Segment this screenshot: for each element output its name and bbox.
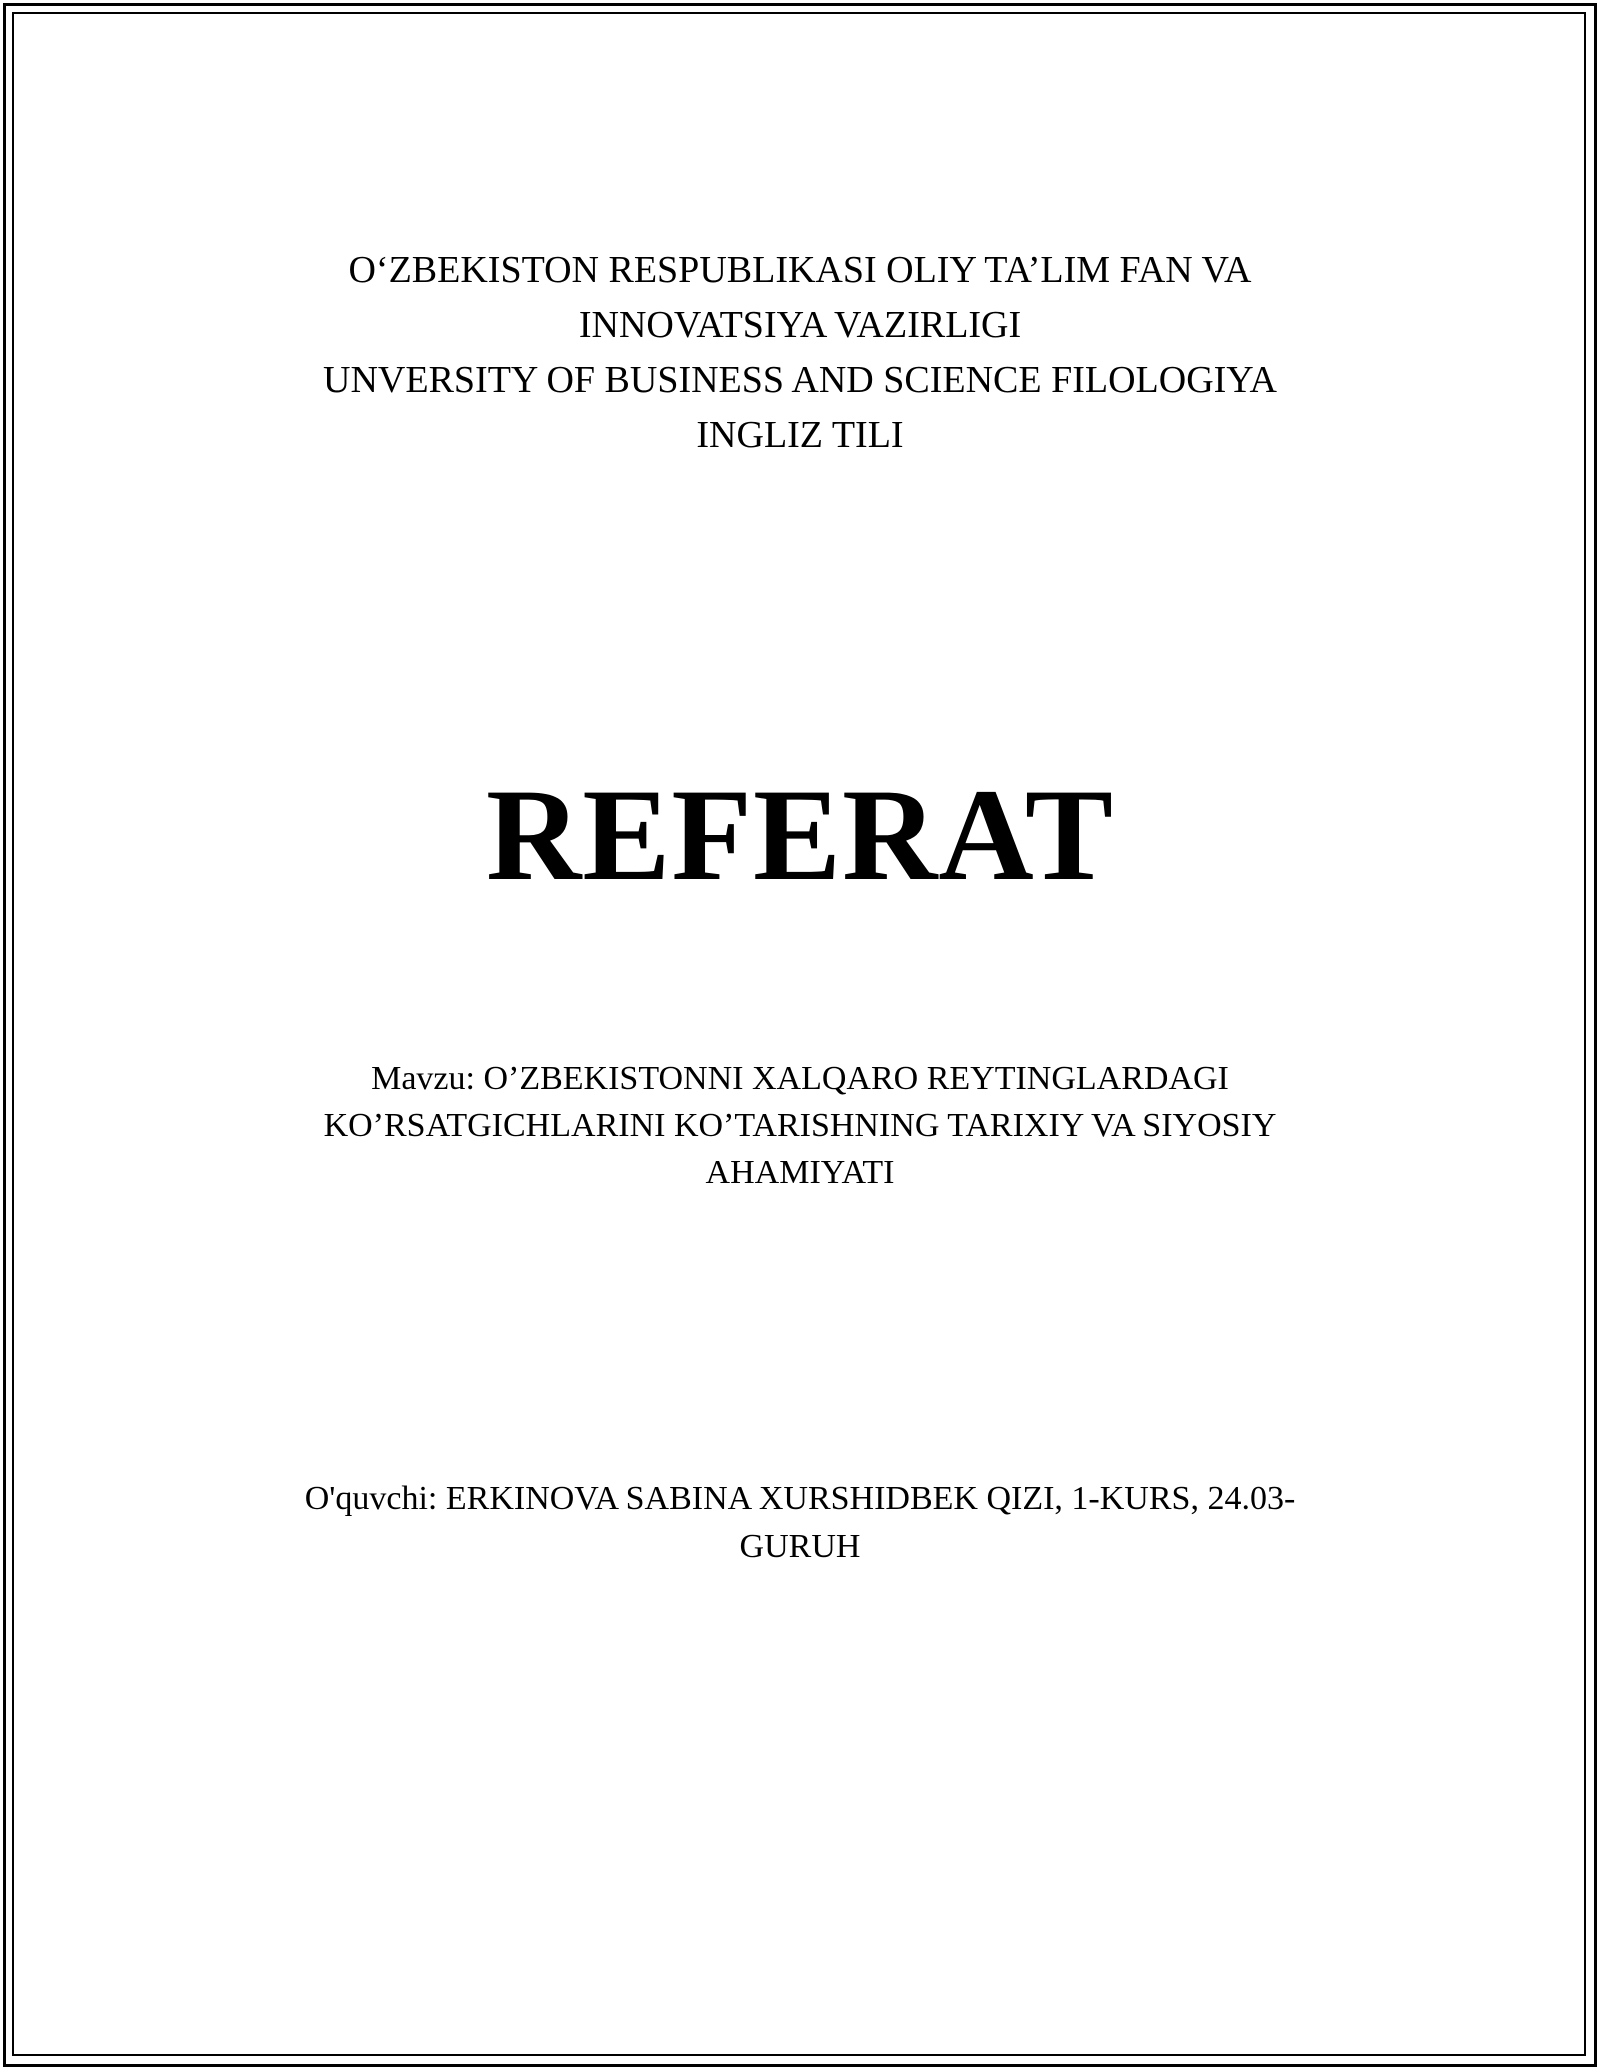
topic-line: Mavzu: O’ZBEKISTONNI XALQARO REYTINGLARDAGI bbox=[371, 1060, 1229, 1097]
header-line: INGLIZ TILI bbox=[696, 414, 904, 456]
topic-line: AHAMIYATI bbox=[705, 1154, 895, 1191]
header-line: INNOVATSIYA VAZIRLIGI bbox=[578, 304, 1022, 346]
header-line: O‘ZBEKISTON RESPUBLIKASI OLIY TA’LIM FAN VA bbox=[348, 249, 1252, 291]
document-title: REFERAT bbox=[486, 761, 1114, 908]
student-line: O'quvchi: ERKINOVA SABINA XURSHIDBEK QIZI, 1-KURS, 24.03- bbox=[304, 1480, 1296, 1517]
ministry-header bbox=[0, 243, 1600, 463]
header-line: UNVERSITY OF BUSINESS AND SCIENCE FILOLOGIYA bbox=[323, 359, 1277, 401]
student-line: GURUH bbox=[739, 1528, 861, 1565]
topic-section bbox=[0, 1055, 1600, 1196]
topic-line: KO’RSATGICHLARINI KO’TARISHNING TARIXIY VA SIYOSIY bbox=[323, 1107, 1277, 1144]
student-section bbox=[0, 1475, 1600, 1571]
